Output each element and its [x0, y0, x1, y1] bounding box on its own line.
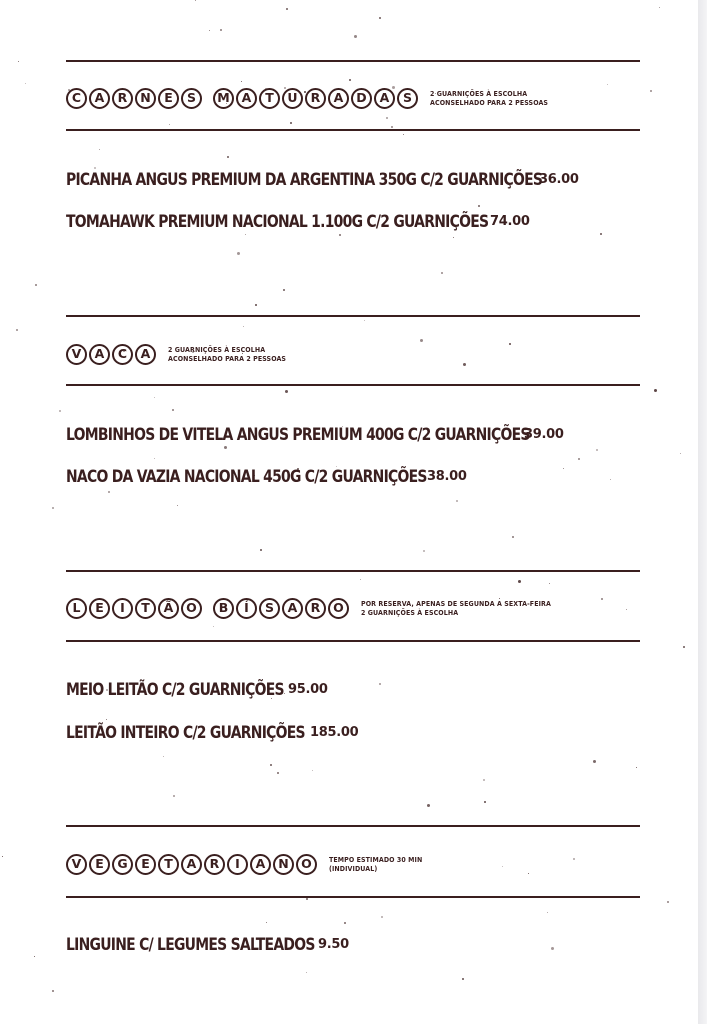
paper-speck: [283, 289, 285, 291]
menu-item-name: LEITÃO INTEIRO C/2 GUARNIÇÕES: [66, 723, 305, 743]
section-note-line: 2 GUARNIÇÕES À ESCOLHA: [361, 608, 459, 617]
title-letter: O: [328, 598, 349, 619]
menu-item-price: 95.00: [288, 682, 328, 697]
paper-speck: [255, 304, 257, 306]
menu-item-price: 39.00: [524, 427, 564, 442]
title-letter: A: [89, 88, 110, 109]
title-letter: I: [112, 598, 133, 619]
section-title: [66, 344, 158, 365]
paper-speck: [260, 549, 262, 551]
title-letter: S: [259, 598, 280, 619]
title-letter: A: [250, 854, 271, 875]
paper-speck: [2, 856, 3, 857]
paper-speck: [286, 8, 288, 10]
paper-speck: [683, 646, 685, 648]
paper-speck: [220, 29, 222, 31]
section-title: [66, 598, 351, 619]
menu-item-price: 36.00: [539, 172, 579, 187]
title-letter: M: [213, 88, 234, 109]
title-letter: N: [273, 854, 294, 875]
section-header: [66, 854, 422, 875]
paper-speck: [195, 0, 196, 1]
section-note: [168, 346, 286, 364]
title-letter: T: [259, 88, 280, 109]
menu-item: [66, 935, 369, 955]
section-header: [66, 344, 286, 365]
title-letter: O: [296, 854, 317, 875]
paper-speck: [52, 990, 54, 992]
section-title: [66, 88, 420, 109]
menu-item: [66, 723, 357, 743]
section-note: [430, 90, 548, 108]
paper-speck: [354, 35, 357, 38]
paper-speck: [650, 90, 652, 92]
paper-speck: [659, 7, 660, 8]
paper-speck: [52, 507, 54, 509]
menu-item-price: 74.00: [490, 214, 530, 229]
title-letter: V: [66, 344, 87, 365]
section-vegetariano: [66, 825, 640, 975]
menu-item-name: LOMBINHOS DE VITELA ANGUS PREMIUM 400G C/2 GUARNIÇÕES: [66, 425, 530, 445]
paper-speck: [441, 272, 443, 274]
title-letter: T: [158, 854, 179, 875]
title-letter: C: [66, 88, 87, 109]
menu-item-name: LINGUINE C/ LEGUMES SALTEADOS: [66, 935, 315, 955]
paper-speck: [512, 536, 514, 538]
section-note: [329, 856, 422, 874]
page-edge: [698, 0, 707, 1024]
paper-speck: [680, 453, 681, 454]
title-letter: U: [282, 88, 303, 109]
section-note-line: 2 GUARNIÇÕES À ESCOLHA: [168, 345, 266, 354]
title-letter: E: [158, 88, 179, 109]
paper-speck: [462, 978, 464, 980]
title-letter: A: [282, 598, 303, 619]
section-bottom-rule: [66, 129, 640, 131]
title-letter: A: [374, 88, 395, 109]
title-letter: A: [135, 344, 156, 365]
section-top-rule: [66, 60, 640, 62]
paper-speck: [25, 83, 26, 84]
paper-speck: [35, 284, 37, 286]
title-letter: R: [305, 598, 326, 619]
paper-speck: [427, 804, 430, 807]
menu-item-name: NACO DA VAZIA NACIONAL 450G C/2 GUARNIÇÕES: [66, 467, 427, 487]
title-letter: D: [351, 88, 372, 109]
section-bottom-rule: [66, 896, 640, 898]
paper-speck: [423, 550, 425, 552]
menu-item-name: MEIO LEITÃO C/2 GUARNIÇÕES: [66, 680, 284, 700]
menu-item: [66, 425, 631, 445]
title-letter: E: [89, 854, 110, 875]
title-letter: T: [135, 598, 156, 619]
title-letter: A: [89, 344, 110, 365]
menu-item-price: 38.00: [427, 469, 467, 484]
title-letter: N: [135, 88, 156, 109]
title-letter: C: [112, 344, 133, 365]
menu-item-name: TOMAHAWK PREMIUM NACIONAL 1.100G C/2 GUARNIÇÕES: [66, 212, 489, 232]
section-note: [361, 600, 551, 618]
paper-speck: [484, 801, 486, 803]
section-top-rule: [66, 570, 640, 572]
section-note-line: (INDIVIDUAL): [329, 864, 378, 873]
title-letter: A: [181, 854, 202, 875]
menu-item-price: 185.00: [310, 725, 359, 740]
menu-item: [66, 680, 332, 700]
title-letter: R: [305, 88, 326, 109]
section-header: [66, 88, 548, 109]
paper-speck: [209, 30, 210, 31]
section-header: [66, 598, 551, 619]
title-letter: R: [112, 88, 133, 109]
title-letter: O: [181, 598, 202, 619]
title-letter: E: [135, 854, 156, 875]
title-letter: G: [112, 854, 133, 875]
menu-item: [66, 212, 581, 232]
title-letter: Í: [236, 598, 257, 619]
section-note-line: POR RESERVA, APENAS DE SEGUNDA A SEXTA-FEIRA: [361, 599, 551, 608]
paper-speck: [173, 795, 175, 797]
title-letter: A: [328, 88, 349, 109]
menu-item-price: 9.50: [318, 937, 349, 952]
section-note-line: 2 GUARNIÇÕES À ESCOLHA: [430, 89, 528, 98]
title-letter: S: [397, 88, 418, 109]
paper-speck: [59, 410, 61, 412]
section-note-line: ACONSELHADO PARA 2 PESSOAS: [168, 354, 287, 363]
title-letter: I: [227, 854, 248, 875]
section-vaca: [66, 315, 640, 525]
section-note-line: ACONSELHADO PARA 2 PESSOAS: [430, 98, 549, 107]
section-note-line: TEMPO ESTIMADO 30 MIN: [329, 855, 423, 864]
section-top-rule: [66, 825, 640, 827]
section-top-rule: [66, 315, 640, 317]
paper-speck: [379, 17, 381, 19]
paper-speck: [18, 61, 19, 62]
section-bottom-rule: [66, 384, 640, 386]
title-letter: V: [66, 854, 87, 875]
paper-speck: [654, 389, 657, 392]
paper-speck: [667, 901, 669, 903]
title-letter: L: [66, 598, 87, 619]
paper-speck: [16, 329, 18, 331]
menu-item: [66, 170, 647, 190]
title-letter: E: [89, 598, 110, 619]
title-letter: Ã: [158, 598, 179, 619]
paper-speck: [34, 956, 35, 957]
title-letter: B: [213, 598, 234, 619]
section-leitao-bisaro: [66, 570, 640, 780]
menu-item-name: PICANHA ANGUS PREMIUM DA ARGENTINA 350G C/2 GUARNIÇÕES: [66, 170, 543, 190]
title-letter: A: [236, 88, 257, 109]
menu-item: [66, 467, 506, 487]
section-title: [66, 854, 319, 875]
title-letter: S: [181, 88, 202, 109]
section-bottom-rule: [66, 640, 640, 642]
section-carnes-maturadas: [66, 60, 640, 270]
title-letter: R: [204, 854, 225, 875]
